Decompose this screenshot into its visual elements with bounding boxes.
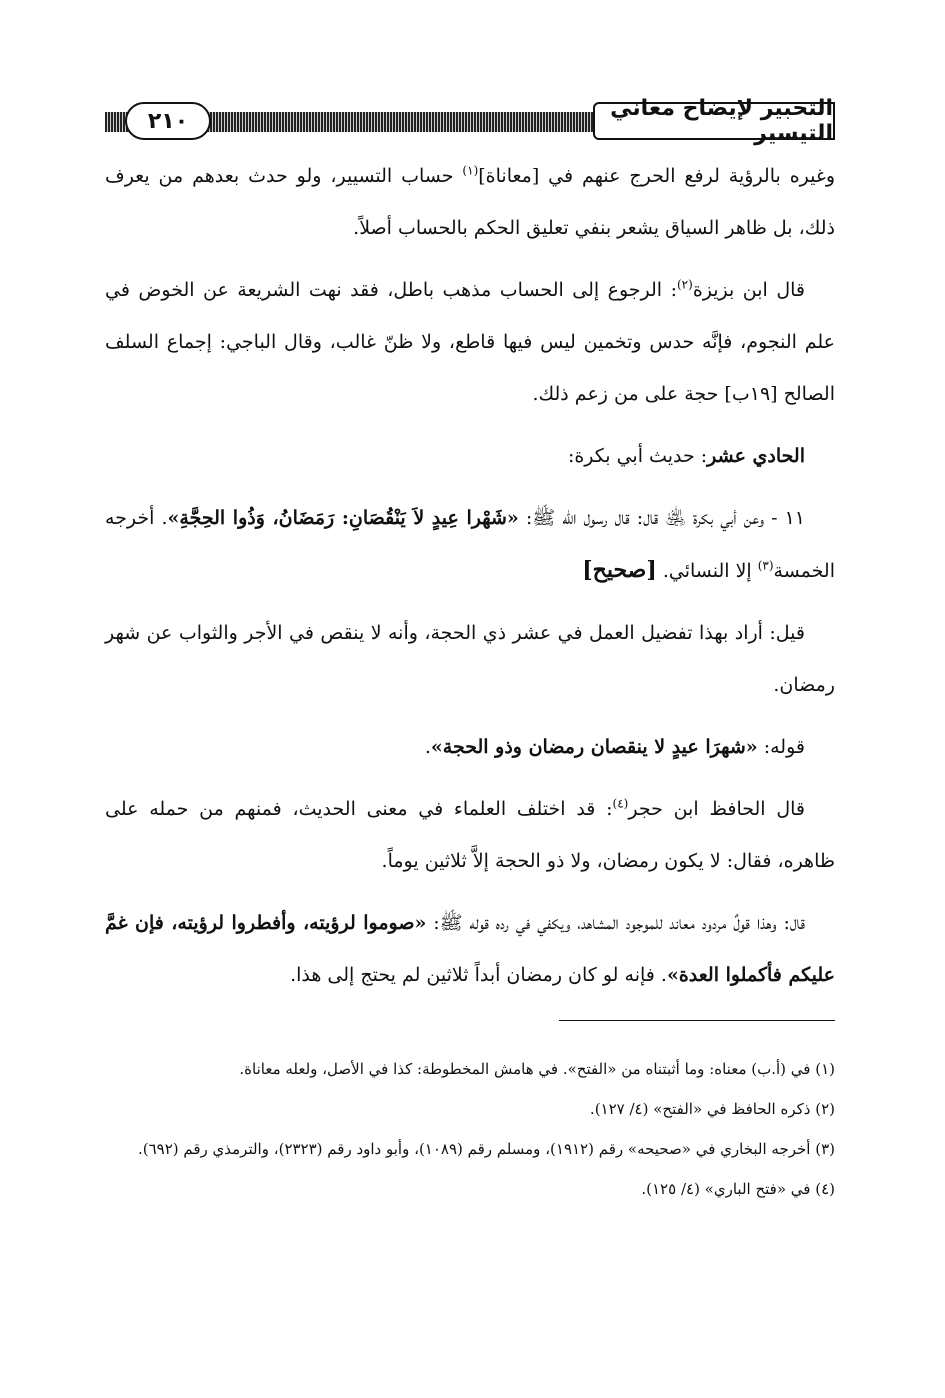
- footnotes: [105, 1052, 835, 1212]
- footnote-1: (١) في (أ.ب) معناه: وما أثبتناه من «الفتح». في هامش المخطوطة: كذا في الأصل، ولعله معاناة.: [239, 1060, 835, 1078]
- main-text: [105, 150, 835, 1011]
- page-number: ٢١٠: [125, 102, 211, 140]
- hadith-text: «شَهْرا عِيدٍ لاَ يَنْقُصَانِ: رَمَضَانُ، وَذُوا الحِجَّةِ»: [167, 507, 519, 529]
- footnote-4: (٤) في «فتح الباري» (٤/ ١٢٥).: [641, 1180, 835, 1198]
- paragraph-5: قيل: أراد بهذا تفضيل العمل في عشر ذي الحجة، وأنه لا ينقص في الأجر والثواب عن شهر رمضان.: [105, 622, 835, 696]
- paragraph-6: قوله: «شهرَا عيدٍ لا ينقصان رمضان وذو الحجة».: [424, 736, 805, 758]
- footnote-3: (٣) أخرجه البخاري في «صحيحه» رقم (١٩١٢)، ومسلم رقم (١٠٨٩)، وأبو داود رقم (٢٣٢٣)، والترمذي رقم (٦٩٢).: [137, 1140, 835, 1158]
- footnote-ref-1[interactable]: (١): [462, 163, 479, 178]
- paragraph-7: قال الحافظ ابن حجر$^{(٤)}$: قد اختلف العلماء في معنى الحديث، فمنهم من حمله على ظاهره، فقال: لا يكون رمضان، ولا ذو الحجة إلاَّ ثلاثين يوماً.: [105, 796, 835, 872]
- footnote-separator: [559, 1020, 835, 1021]
- footnote-2: (٢) ذكره الحافظ في «الفتح» (٤/ ١٢٧).: [589, 1100, 835, 1118]
- paragraph-1: وغيره بالرؤية لرفع الحرج عنهم في [معاناة]$^{(١)}$ حساب التسيير، ولو حدث بعدهم من يعرف ذلك، بل ظاهر السياق يشعر بنفي تعليق الحكم بالحساب أصلاً.: [105, 163, 835, 239]
- page-header: [105, 96, 835, 146]
- section-heading: الحادي عشر: حديث أبي بكرة:: [567, 445, 805, 467]
- footnote-ref-3[interactable]: (٣): [757, 558, 774, 573]
- hadith-grade: [صحيح]: [582, 557, 657, 583]
- hadith-paragraph: ١١ - وعن أبي بكرة ﵁ قال: قال رسول الله ﷺ: «شَهْرا عِيدٍ لاَ يَنْقُصَانِ: رَمَضَانُ، وَذُوا الحِجَّةِ». أخرجه الخمسة$^{(٣)}$ إلا النسائي. [صحيح]: [105, 507, 835, 583]
- paragraph-8: قال: وهذا قولٌ مردود معاند للموجود المشاهد، ويكفي في رده قوله ﷺ: «صوموا لرؤيته، وأفطروا لرؤيته، فإن غمَّ عليكم فأكملوا العدة». فإنه لو كان رمضان أبداً ثلاثين لم يحتج إلى هذا.: [105, 912, 835, 986]
- paragraph-2: قال ابن بزيزة$^{(٢)}$: الرجوع إلى الحساب مذهب باطل، فقد نهت الشريعة عن الخوض في علم النجوم، فإنَّه حدس وتخمين ليس فيها قاطع، ولا ظنّ غالب، وقال الباجي: إجماع السلف الصالح [١٩ب] حجة على من زعم ذلك.: [105, 277, 835, 405]
- footnote-ref-4[interactable]: (٤): [612, 796, 629, 811]
- book-title: التحبير لإيضاح معاني التيسير: [593, 102, 835, 140]
- footnote-ref-2[interactable]: (٢): [676, 277, 693, 292]
